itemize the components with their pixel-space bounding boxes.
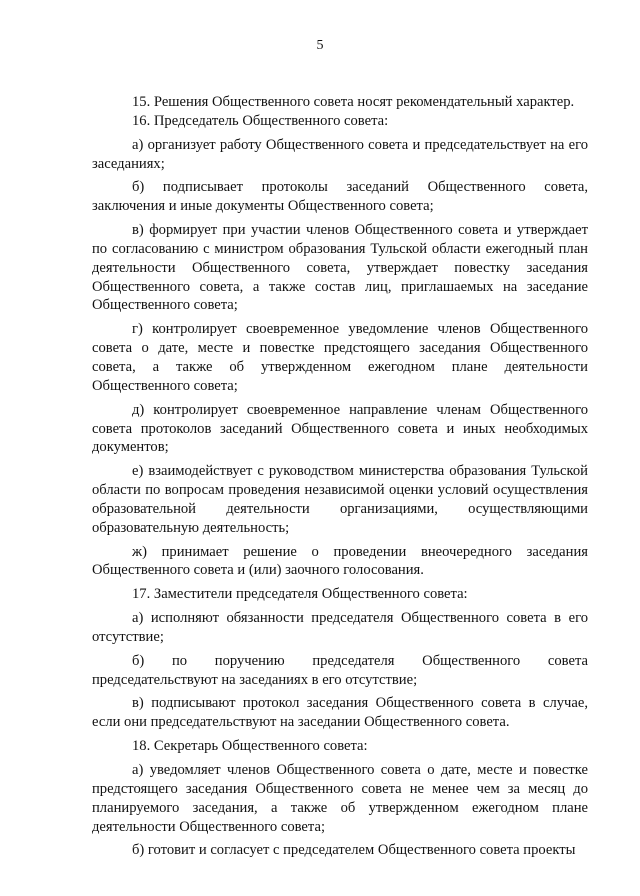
- paragraph-16-g: г) контролирует своевременное уведомление членов Общественного совета о дате, месте и повестке предстоящего заседания Общественного совета, а также об утвержденном ежегодном плане деятельности Общественного совета;: [92, 321, 588, 394]
- paragraph-16-d: д) контролирует своевременное направление членам Общественного совета протоколов заседаний Общественного совета и иных необходимых документов;: [92, 401, 588, 456]
- paragraph-17: 17. Заместители председателя Общественного совета:: [132, 586, 468, 603]
- paragraph-17-b: б) по поручению председателя Общественного совета председательствуют на заседаниях в его отсутствие;: [92, 652, 588, 688]
- paragraph-16-e: е) взаимодействует с руководством министерства образования Тульской области по вопросам проведения независимой оценки условий осуществления образовательной деятельности организациями, осуществляющими образовательную деятельность;: [92, 463, 588, 536]
- paragraph-18: 18. Секретарь Общественного совета:: [132, 738, 368, 755]
- document-body: [92, 93, 588, 860]
- paragraph-16-v: в) формирует при участии членов Общественного совета и утверждает по согласованию с министром образования Тульской области ежегодный план деятельности Общественного совета, утверждает повестку заседания Общественного совета, а также состав лиц, приглашаемых на заседание Общественного совета;: [92, 222, 588, 314]
- paragraph-18-b: б) готовит и согласует с председателем Общественного совета проекты: [132, 842, 576, 859]
- paragraph-17-a: а) исполняют обязанности председателя Общественного совета в его отсутствие;: [92, 610, 588, 645]
- paragraph-17-v: в) подписывают протокол заседания Общественного совета в случае, если они председательствуют на заседании Общественного совета.: [92, 695, 588, 731]
- paragraph-16: 16. Председатель Общественного совета:: [132, 112, 389, 129]
- paragraph-16-a: а) организует работу Общественного совета и председательствует на его заседаниях;: [92, 136, 588, 172]
- page-number: 5: [316, 38, 324, 53]
- paragraph-16-b: б) подписывает протоколы заседаний Общественного совета, заключения и иные документы Общественного совета;: [92, 179, 588, 215]
- paragraph-18-a: а) уведомляет членов Общественного совета о дате, месте и повестке предстоящего заседания Общественного совета не менее чем за месяц до планируемого заседания, а также об утвержденном ежегодном плане деятельности Общественного совета;: [92, 762, 588, 835]
- paragraph-15: 15. Решения Общественного совета носят рекомендательный характер.: [132, 94, 575, 110]
- paragraph-16-zh: ж) принимает решение о проведении внеочередного заседания Общественного совета и (или) заочного голосования.: [92, 543, 588, 579]
